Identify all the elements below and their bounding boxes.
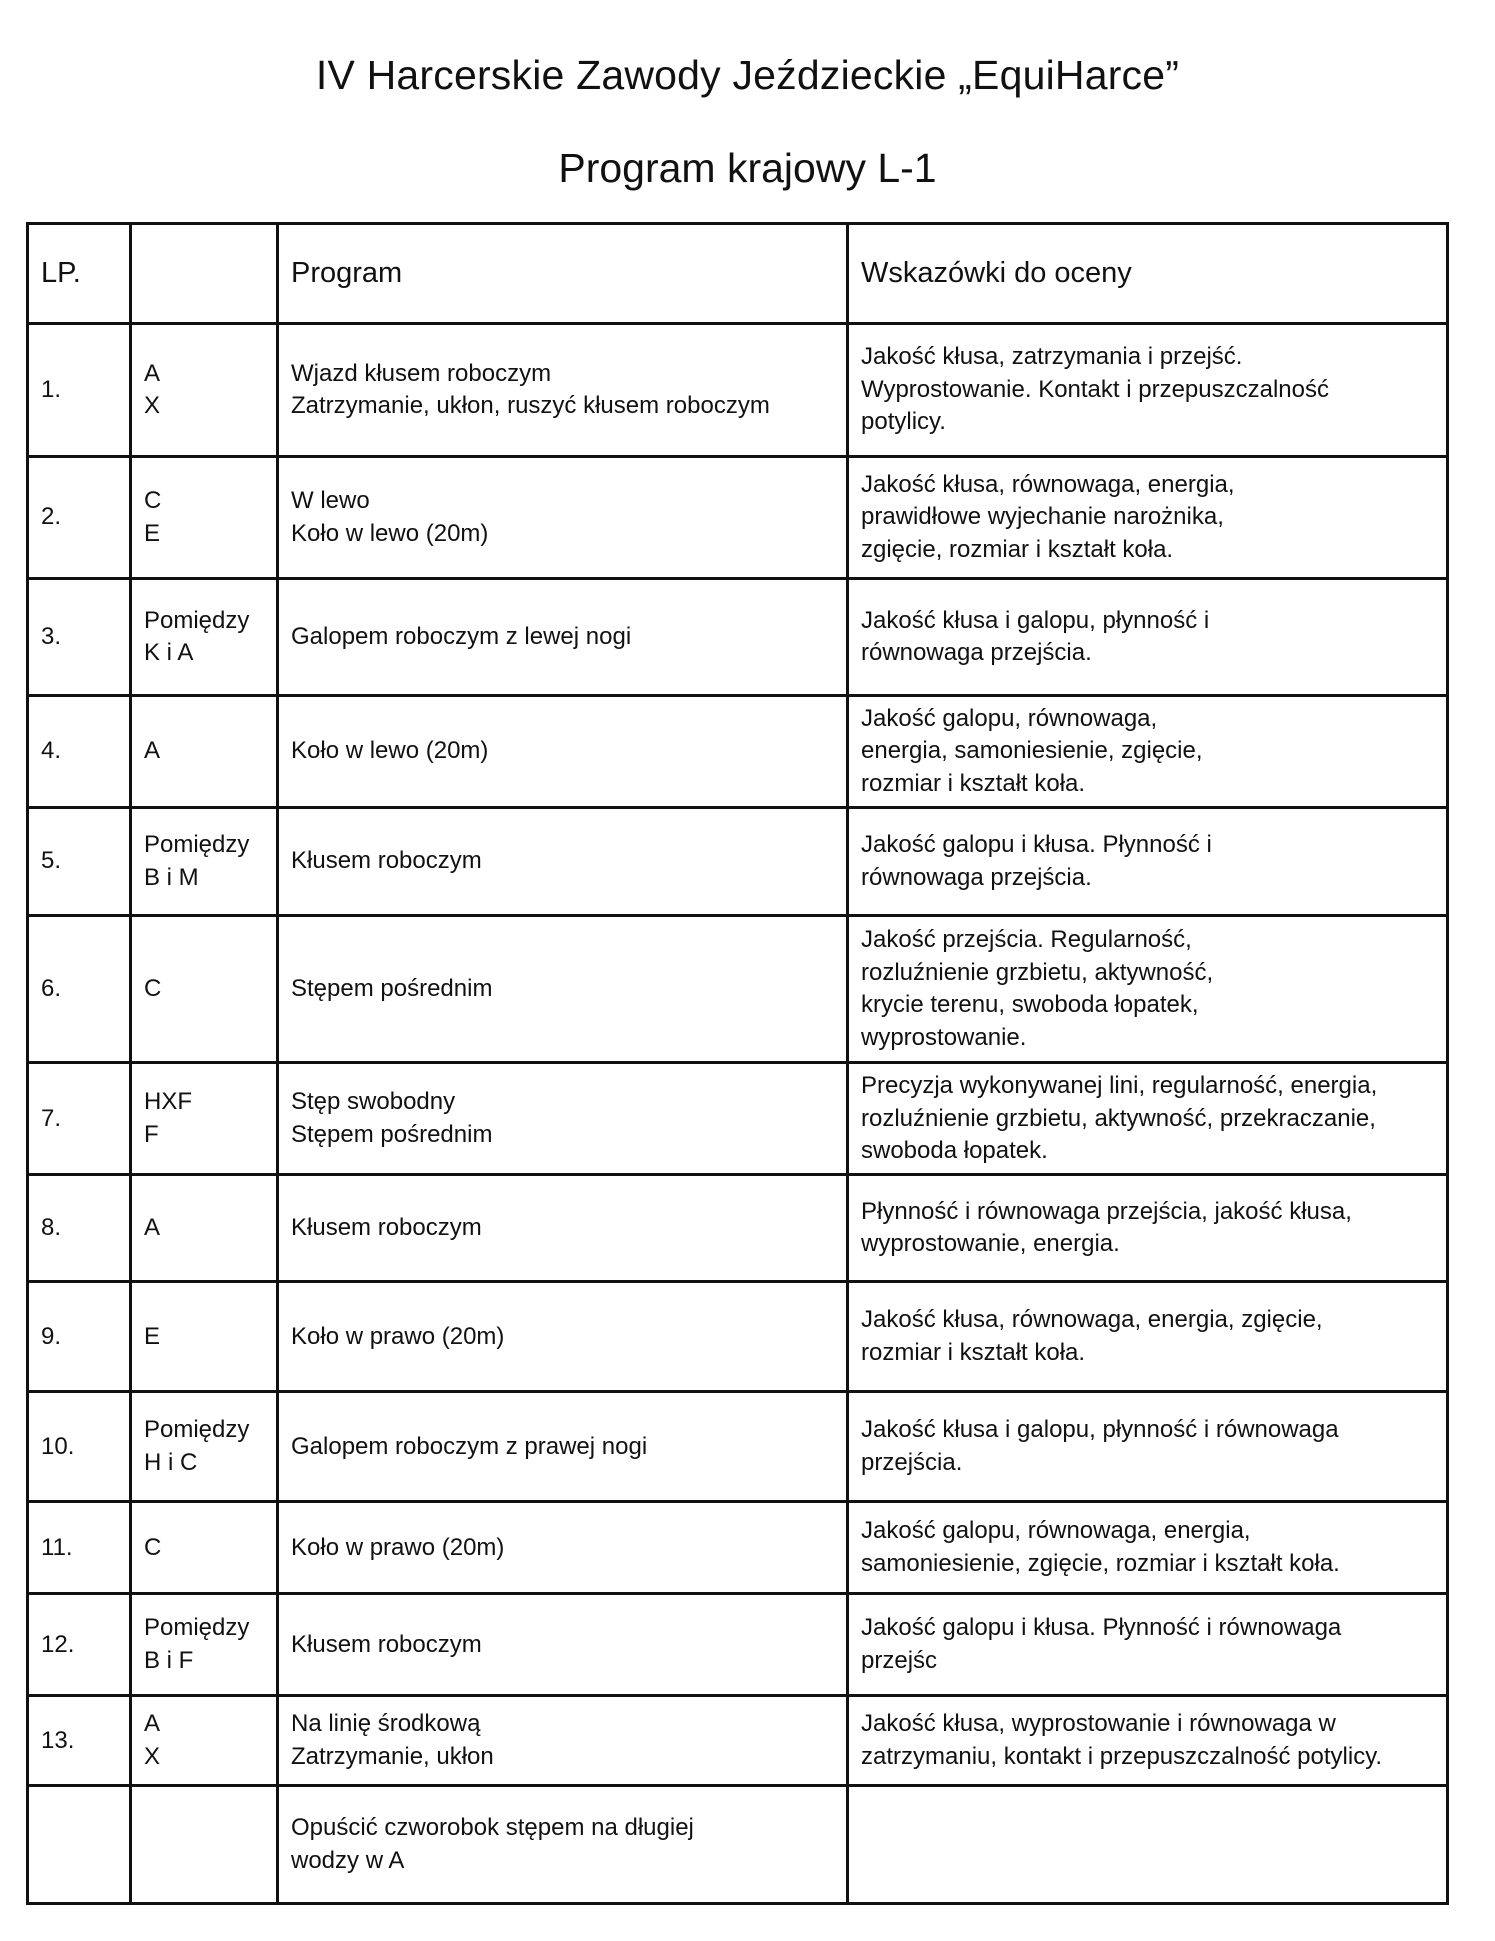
cell-program-line: Zatrzymanie, ukłon, ruszyć kłusem roboczym	[291, 392, 770, 419]
cell-program-line: Koło w lewo (20m)	[291, 737, 489, 765]
cell-guidance-line: wyprostowanie, energia.	[861, 1230, 1120, 1258]
cell-program-line: Koło w prawo (20m)	[291, 1322, 505, 1350]
cell-program-line: Stępem pośrednim	[291, 974, 493, 1002]
cell-guidance	[848, 1282, 1448, 1392]
header-lp: LP.	[28, 224, 131, 324]
cell-guidance-line: równowaga przejścia.	[861, 863, 1092, 891]
cell-position	[131, 696, 278, 808]
cell-program	[278, 1282, 848, 1392]
table-row	[28, 696, 1448, 808]
cell-guidance	[848, 808, 1448, 916]
table-row	[28, 1594, 1448, 1696]
cell-guidance	[848, 457, 1448, 579]
header-position	[131, 224, 278, 324]
cell-position-line: E	[144, 519, 161, 547]
cell-position-line: HXF	[144, 1088, 192, 1116]
cell-lp: 9.	[28, 1282, 131, 1392]
cell-program-line: Stępem pośrednim	[291, 1120, 493, 1148]
cell-guidance	[848, 324, 1448, 457]
cell-position-line: B i F	[144, 1646, 194, 1674]
cell-program	[278, 1392, 848, 1502]
cell-guidance-line: rozmiar i kształt koła.	[861, 769, 1086, 797]
cell-lp	[28, 1786, 131, 1904]
cell-position-line: E	[144, 1322, 161, 1350]
table-row	[28, 457, 1448, 579]
cell-guidance	[848, 1063, 1448, 1175]
cell-lp: 12.	[28, 1594, 131, 1696]
header-guidance: Wskazówki do oceny	[848, 224, 1448, 324]
cell-lp: 5.	[28, 808, 131, 916]
cell-position	[131, 1063, 278, 1175]
cell-guidance-line: samoniesienie, zgięcie, rozmiar i kształt koła.	[861, 1549, 1340, 1577]
cell-position	[131, 808, 278, 916]
cell-guidance	[848, 1786, 1448, 1904]
cell-program-line: Stęp swobodny	[291, 1088, 456, 1116]
cell-program	[278, 1502, 848, 1594]
cell-guidance-line: Wyprostowanie. Kontakt i przepuszczalność	[861, 375, 1329, 403]
cell-guidance-line: prawidłowe wyjechanie narożnika,	[861, 503, 1224, 531]
cell-guidance-line: zatrzymaniu, kontakt i przepuszczalność potylicy.	[861, 1742, 1383, 1770]
table-row	[28, 1063, 1448, 1175]
cell-guidance-line: energia, samoniesienie, zgięcie,	[861, 737, 1203, 765]
cell-position-line: H i C	[144, 1448, 198, 1476]
cell-guidance-line: wyprostowanie.	[861, 1023, 1027, 1051]
cell-lp: 7.	[28, 1063, 131, 1175]
cell-position-line: C	[144, 974, 162, 1002]
cell-guidance-line: Jakość galopu, równowaga,	[861, 705, 1158, 732]
table-row	[28, 1502, 1448, 1594]
cell-guidance	[848, 916, 1448, 1063]
cell-position-line: X	[144, 1742, 161, 1770]
cell-guidance-line: Jakość przejścia. Regularność,	[861, 926, 1192, 954]
cell-program-line: Galopem roboczym z prawej nogi	[291, 1432, 648, 1460]
cell-guidance-line: zgięcie, rozmiar i kształt koła.	[861, 535, 1174, 563]
cell-program-line: Opuścić czworobok stępem na długiej	[291, 1814, 694, 1842]
cell-position-line: Pomiędzy	[144, 1614, 250, 1642]
cell-program	[278, 1786, 848, 1904]
cell-program	[278, 916, 848, 1063]
cell-position-line: A	[144, 1214, 161, 1242]
cell-guidance-line: krycie terenu, swoboda łopatek,	[861, 991, 1199, 1019]
cell-program	[278, 1594, 848, 1696]
cell-program-line: Koło w prawo (20m)	[291, 1533, 505, 1561]
cell-guidance-line: Jakość galopu, równowaga, energia,	[861, 1517, 1251, 1545]
cell-position	[131, 324, 278, 457]
cell-guidance	[848, 579, 1448, 696]
cell-lp: 11.	[28, 1502, 131, 1594]
cell-position-line: B i M	[144, 863, 199, 891]
cell-guidance-line: potylicy.	[861, 408, 946, 436]
cell-guidance	[848, 1392, 1448, 1502]
cell-position	[131, 916, 278, 1063]
table-row	[28, 579, 1448, 696]
table-row	[28, 808, 1448, 916]
cell-guidance-line: przejścia.	[861, 1448, 963, 1476]
cell-guidance-line: Jakość galopu i kłusa. Płynność i równowaga	[861, 1614, 1342, 1642]
cell-program-line: Zatrzymanie, ukłon	[291, 1742, 494, 1770]
cell-guidance-line: Jakość kłusa i galopu, płynność i	[861, 606, 1210, 634]
cell-program	[278, 1696, 848, 1786]
table-row	[28, 1392, 1448, 1502]
cell-program-line: Kłusem roboczym	[291, 1630, 482, 1658]
cell-position	[131, 1502, 278, 1594]
cell-lp: 13.	[28, 1696, 131, 1786]
document-title: IV Harcerskie Zawody Jeździeckie „EquiHarce”	[315, 52, 1180, 98]
cell-program-line: Galopem roboczym z lewej nogi	[291, 622, 632, 650]
cell-position	[131, 1392, 278, 1502]
table-row	[28, 1696, 1448, 1786]
cell-position-line: Pomiędzy	[144, 1416, 250, 1444]
cell-position	[131, 1594, 278, 1696]
cell-position	[131, 1786, 278, 1904]
cell-position-line: A	[144, 1710, 161, 1738]
dressage-program-table	[26, 222, 1449, 1905]
cell-guidance	[848, 1696, 1448, 1786]
cell-position-line: K i A	[144, 639, 194, 666]
cell-position-line: C	[144, 487, 162, 515]
cell-program-line: wodzy w A	[291, 1846, 405, 1874]
cell-lp: 6.	[28, 916, 131, 1063]
cell-guidance-line: rozluźnienie grzbietu, aktywność, przekraczanie,	[861, 1104, 1376, 1132]
cell-guidance-line: Jakość galopu i kłusa. Płynność i	[861, 831, 1212, 859]
table-header-row	[28, 224, 1448, 324]
cell-position-line: Pomiędzy	[144, 606, 250, 634]
cell-position-line: X	[144, 392, 161, 419]
cell-program	[278, 1175, 848, 1282]
cell-lp: 8.	[28, 1175, 131, 1282]
cell-lp: 2.	[28, 457, 131, 579]
cell-program-line: Koło w lewo (20m)	[291, 519, 489, 547]
table-row	[28, 324, 1448, 457]
cell-guidance-line: rozmiar i kształt koła.	[861, 1338, 1086, 1366]
cell-guidance-line: Jakość kłusa, równowaga, energia, zgięcie,	[861, 1306, 1323, 1334]
cell-guidance	[848, 1594, 1448, 1696]
cell-guidance-line: przejśc	[861, 1646, 938, 1674]
cell-guidance-line: Jakość kłusa, wyprostowanie i równowaga w	[861, 1710, 1336, 1738]
cell-program	[278, 808, 848, 916]
cell-program-line: Kłusem roboczym	[291, 847, 482, 875]
cell-guidance-line: Płynność i równowaga przejścia, jakość kłusa,	[861, 1197, 1352, 1225]
cell-position	[131, 1282, 278, 1392]
cell-position-line: A	[144, 737, 161, 765]
cell-lp: 3.	[28, 579, 131, 696]
cell-guidance-line: Jakość kłusa i galopu, płynność i równowaga	[861, 1416, 1339, 1444]
cell-guidance-line: Jakość kłusa, równowaga, energia,	[861, 470, 1235, 498]
table-row	[28, 1786, 1448, 1904]
cell-program-line: Na linię środkową	[291, 1710, 481, 1738]
cell-lp: 1.	[28, 324, 131, 457]
cell-program	[278, 324, 848, 457]
cell-program	[278, 457, 848, 579]
document-subtitle: Program krajowy L-1	[558, 145, 937, 191]
cell-position-line: A	[144, 359, 161, 387]
cell-program	[278, 579, 848, 696]
cell-position-line: F	[144, 1120, 159, 1148]
cell-guidance-line: swoboda łopatek.	[861, 1136, 1048, 1164]
cell-program-line: W lewo	[291, 487, 370, 515]
cell-guidance	[848, 696, 1448, 808]
cell-position	[131, 457, 278, 579]
cell-guidance-line: Jakość kłusa, zatrzymania i przejść.	[861, 343, 1243, 371]
cell-guidance-line: równowaga przejścia.	[861, 639, 1092, 666]
cell-guidance	[848, 1175, 1448, 1282]
cell-program-line: Kłusem roboczym	[291, 1214, 482, 1242]
cell-program	[278, 696, 848, 808]
header-program: Program	[278, 224, 848, 324]
table-row	[28, 1282, 1448, 1392]
table-row	[28, 1175, 1448, 1282]
cell-position-line: Pomiędzy	[144, 831, 250, 859]
cell-guidance-line: rozluźnienie grzbietu, aktywność,	[861, 958, 1214, 986]
cell-guidance-line: Precyzja wykonywanej lini, regularność, energia,	[861, 1072, 1378, 1100]
cell-position	[131, 1175, 278, 1282]
cell-lp: 4.	[28, 696, 131, 808]
cell-position-line: C	[144, 1533, 162, 1561]
cell-position	[131, 579, 278, 696]
table-row	[28, 916, 1448, 1063]
cell-guidance	[848, 1502, 1448, 1594]
cell-program-line: Wjazd kłusem roboczym	[291, 359, 552, 387]
cell-position	[131, 1696, 278, 1786]
cell-lp: 10.	[28, 1392, 131, 1502]
cell-program	[278, 1063, 848, 1175]
